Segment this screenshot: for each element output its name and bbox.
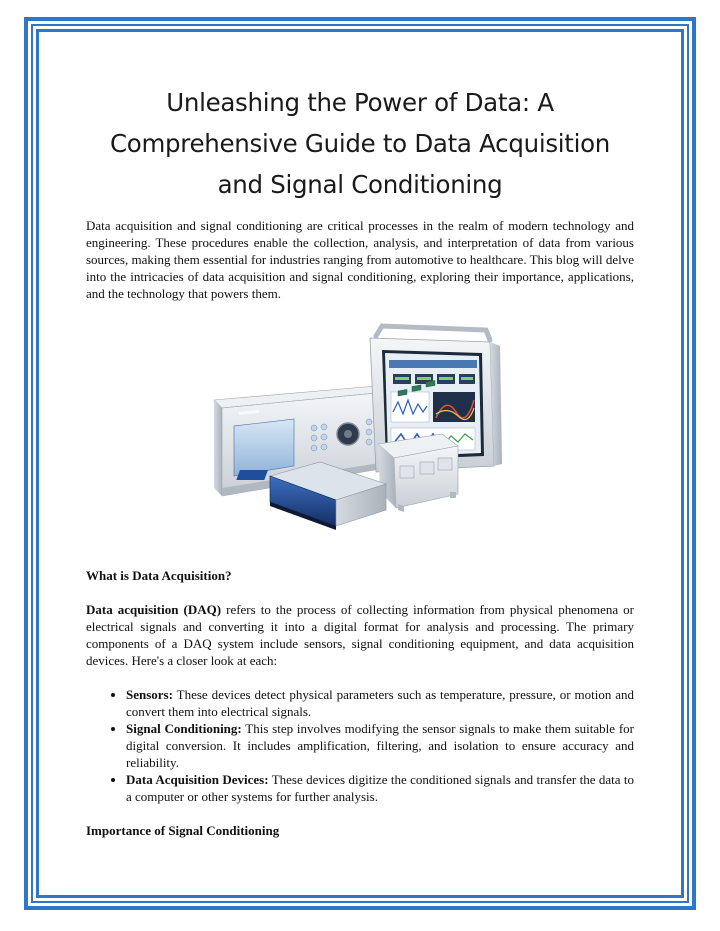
bullet-term: Data Acquisition Devices: [126,772,269,787]
daq-definition-paragraph [86,601,634,669]
title-line-3: and Signal Conditioning [217,170,503,199]
bullet-term: Sensors: [126,687,173,702]
equipment-figure [86,316,634,546]
data-acquisition-equipment-illustration [86,316,634,546]
document-body [86,82,634,839]
daq-components-list [86,686,634,805]
daq-term: Data acquisition (DAQ) [86,602,222,617]
list-item [126,686,634,720]
bullet-text: These devices digitize the conditioned signals and transfer the data to a computer or other systems for further analysis. [126,772,634,804]
title-line-2: Comprehensive Guide to Data Acquisition [109,129,611,158]
daq-definition-text: refers to the process of collecting information from physical phenomena or electrical signals and converting it into a digital format for analysis and processing. The primary components of a DAQ system include sensors, signal conditioning equipment, and data acquisition devices. Here's a closer look at each: [86,602,635,668]
intro-paragraph: Data acquisition and signal conditioning are critical processes in the realm of modern technology and engineering. These procedures enable the collection, analysis, and interpretation of data from various sources, making them essential for industries ranging from automotive to healthcare. This blog will delve into the intricacies of data acquisition and signal conditioning, exploring their importance, applications, and the technology that powers them. [86,218,634,301]
bullet-text: This step involves modifying the sensor signals to make them suitable for digital conversion. It includes amplification, filtering, and isolation to ensure accuracy and reliability. [126,721,634,770]
title-line-1: Unleashing the Power of Data: A [166,88,554,117]
document-title [86,82,634,205]
list-item [126,771,634,805]
section-heading-signal-conditioning: Importance of Signal Conditioning [86,823,280,838]
section-heading-what-is-daq: What is Data Acquisition? [86,568,232,583]
blue-daq-box [236,462,386,546]
bullet-text: These devices detect physical parameters such as temperature, pressure, or motion and convert them into electrical signals. [126,687,634,719]
bullet-term: Signal Conditioning: [126,721,242,736]
list-item [126,720,634,771]
